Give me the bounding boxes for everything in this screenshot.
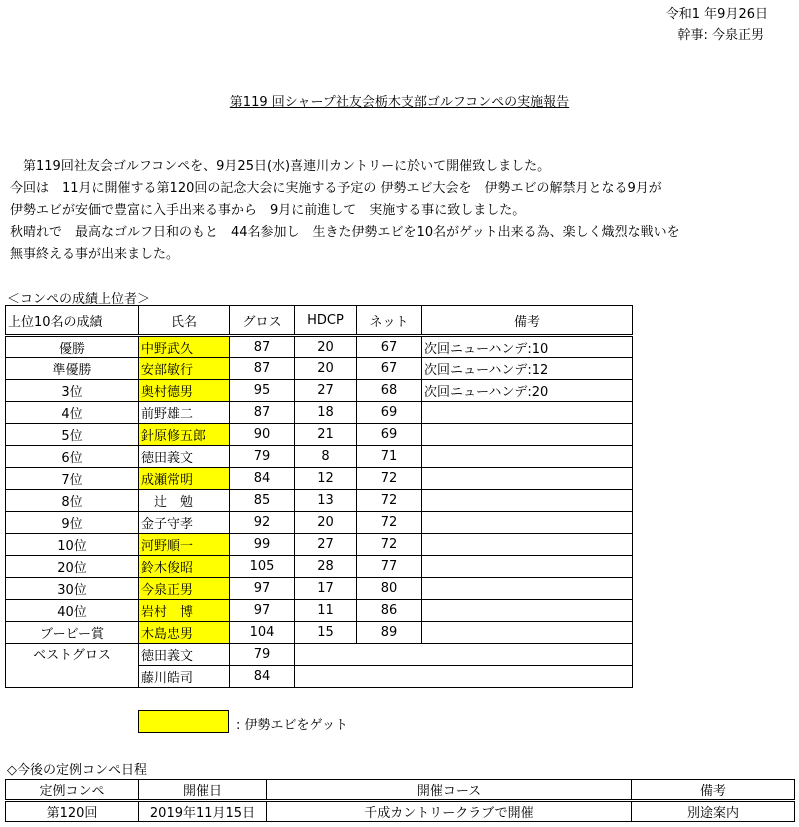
result-name: 奥村德男	[139, 380, 230, 402]
schedule-section-title: ◇今後の定例コンペ日程	[7, 763, 147, 778]
result-note	[422, 424, 633, 446]
result-hdcp: 20	[295, 336, 357, 358]
result-note	[422, 468, 633, 490]
result-rank: 20位	[6, 556, 139, 578]
result-row	[6, 534, 633, 556]
body-paragraph-line: 無事終える事が出来ました。	[10, 247, 180, 262]
result-note: 次回ニューハンデ:12	[422, 358, 633, 380]
best-gross-label: ベストグロス	[6, 644, 139, 688]
result-note	[422, 600, 633, 622]
result-net: 89	[357, 622, 422, 644]
result-name: 辻 勉	[139, 490, 230, 512]
result-net: 72	[357, 468, 422, 490]
result-rank: 8位	[6, 490, 139, 512]
legend-label: : 伊勢エビをゲット	[236, 718, 348, 733]
result-rank: 準優勝	[6, 358, 139, 380]
schedule-header-row	[6, 780, 795, 801]
result-gross: 95	[230, 380, 295, 402]
result-row	[6, 446, 633, 468]
result-note	[422, 534, 633, 556]
result-name: 木島忠男	[139, 622, 230, 644]
result-note	[422, 578, 633, 600]
result-name: 針原修五郎	[139, 424, 230, 446]
column-header-note: 備考	[422, 306, 633, 336]
result-row	[6, 512, 633, 534]
best-gross-row	[6, 644, 633, 666]
result-gross: 99	[230, 534, 295, 556]
schedule-date: 2019年11月15日	[139, 801, 267, 822]
result-note	[422, 402, 633, 424]
result-net: 68	[357, 380, 422, 402]
result-hdcp: 12	[295, 468, 357, 490]
report-title: 第119 回シャープ社友会栃木支部ゴルフコンペの実施報告	[229, 95, 570, 110]
result-hdcp: 11	[295, 600, 357, 622]
results-section-title: ＜コンペの成績上位者＞	[7, 292, 151, 307]
result-rank: 30位	[6, 578, 139, 600]
result-net: 69	[357, 424, 422, 446]
organizer-name: 幹事: 今泉正男	[677, 28, 764, 43]
best-gross-score: 79	[230, 644, 295, 666]
result-net: 72	[357, 490, 422, 512]
result-hdcp: 27	[295, 534, 357, 556]
body-paragraph-line: 伊勢エビが安価で豊富に入手出来る事から 9月に前進して 実施する事に致しました。	[10, 203, 526, 218]
result-rank: ブービー賞	[6, 622, 139, 644]
result-note	[422, 556, 633, 578]
result-gross: 87	[230, 402, 295, 424]
result-rank: 6位	[6, 446, 139, 468]
result-net: 67	[357, 336, 422, 358]
result-gross: 87	[230, 358, 295, 380]
report-date: 令和1 年9月26日	[665, 7, 768, 22]
result-name: 安部敏行	[139, 358, 230, 380]
result-hdcp: 27	[295, 380, 357, 402]
column-header-name: 氏名	[139, 306, 230, 336]
result-note	[422, 512, 633, 534]
schedule-course: 千成カントリークラブで開催	[267, 801, 632, 822]
column-header-gross: グロス	[230, 306, 295, 336]
result-gross: 90	[230, 424, 295, 446]
result-hdcp: 20	[295, 512, 357, 534]
schedule-header-date: 開催日	[139, 780, 267, 801]
result-row	[6, 578, 633, 600]
result-net: 71	[357, 446, 422, 468]
best-gross-blank	[295, 666, 633, 688]
best-gross-blank	[295, 644, 633, 666]
body-paragraph-line: 今回は 11月に開催する第120回の記念大会に実施する予定の 伊勢エビ大会を 伊勢エビの解禁月となる9月が	[10, 181, 662, 196]
result-net: 72	[357, 512, 422, 534]
result-rank: 優勝	[6, 336, 139, 358]
best-gross-name: 徳田義文	[139, 644, 230, 666]
result-net: 69	[357, 402, 422, 424]
result-gross: 104	[230, 622, 295, 644]
result-row	[6, 358, 633, 380]
column-header-rank: 上位10名の成績	[6, 306, 139, 336]
result-gross: 97	[230, 578, 295, 600]
schedule-note: 別途案内	[632, 801, 795, 822]
result-row	[6, 380, 633, 402]
result-name: 中野武久	[139, 336, 230, 358]
result-net: 67	[357, 358, 422, 380]
result-row	[6, 424, 633, 446]
result-name: 河野順一	[139, 534, 230, 556]
column-header-net: ネット	[357, 306, 422, 336]
schedule-header-note: 備考	[632, 780, 795, 801]
result-gross: 84	[230, 468, 295, 490]
schedule-number: 第120回	[6, 801, 139, 822]
result-gross: 85	[230, 490, 295, 512]
result-name: 金子守孝	[139, 512, 230, 534]
result-name: 岩村 博	[139, 600, 230, 622]
result-note	[422, 446, 633, 468]
result-note: 次回ニューハンデ:10	[422, 336, 633, 358]
schedule-header-course: 開催コース	[267, 780, 632, 801]
result-hdcp: 13	[295, 490, 357, 512]
result-name: 徳田義文	[139, 446, 230, 468]
result-rank: 3位	[6, 380, 139, 402]
result-note	[422, 490, 633, 512]
result-net: 80	[357, 578, 422, 600]
result-row	[6, 336, 633, 358]
result-hdcp: 28	[295, 556, 357, 578]
result-net: 72	[357, 534, 422, 556]
result-rank: 5位	[6, 424, 139, 446]
body-paragraph-line: 秋晴れで 最高なゴルフ日和のもと 44名参加し 生きた伊勢エビを10名がゲット出来る為、楽しく熾烈な戦いを	[10, 225, 680, 240]
result-name: 今泉正男	[139, 578, 230, 600]
results-header-row	[6, 306, 633, 336]
legend-swatch	[138, 710, 229, 733]
result-rank: 40位	[6, 600, 139, 622]
schedule-row	[6, 801, 795, 822]
result-gross: 87	[230, 336, 295, 358]
result-gross: 97	[230, 600, 295, 622]
result-hdcp: 17	[295, 578, 357, 600]
result-net: 77	[357, 556, 422, 578]
result-note	[422, 622, 633, 644]
result-gross: 79	[230, 446, 295, 468]
schedule-table	[5, 779, 795, 822]
result-rank: 9位	[6, 512, 139, 534]
result-note: 次回ニューハンデ:20	[422, 380, 633, 402]
result-gross: 105	[230, 556, 295, 578]
result-name: 鈴木俊昭	[139, 556, 230, 578]
result-hdcp: 21	[295, 424, 357, 446]
result-hdcp: 8	[295, 446, 357, 468]
result-rank: 7位	[6, 468, 139, 490]
result-name: 成瀬常明	[139, 468, 230, 490]
result-row	[6, 468, 633, 490]
result-gross: 92	[230, 512, 295, 534]
body-paragraph-line: 第119回社友会ゴルフコンペを、9月25日(水)喜連川カントリーに於いて開催致しました。	[10, 159, 551, 174]
best-gross-score: 84	[230, 666, 295, 688]
result-rank: 10位	[6, 534, 139, 556]
result-row	[6, 490, 633, 512]
result-hdcp: 18	[295, 402, 357, 424]
result-row	[6, 600, 633, 622]
column-header-hdcp: HDCP	[295, 306, 357, 336]
result-hdcp: 15	[295, 622, 357, 644]
result-row	[6, 622, 633, 644]
result-name: 前野雄二	[139, 402, 230, 424]
results-table	[5, 305, 633, 688]
best-gross-name: 藤川皓司	[139, 666, 230, 688]
result-net: 86	[357, 600, 422, 622]
result-hdcp: 20	[295, 358, 357, 380]
result-row	[6, 402, 633, 424]
result-rank: 4位	[6, 402, 139, 424]
schedule-header-number: 定例コンペ	[6, 780, 139, 801]
result-row	[6, 556, 633, 578]
